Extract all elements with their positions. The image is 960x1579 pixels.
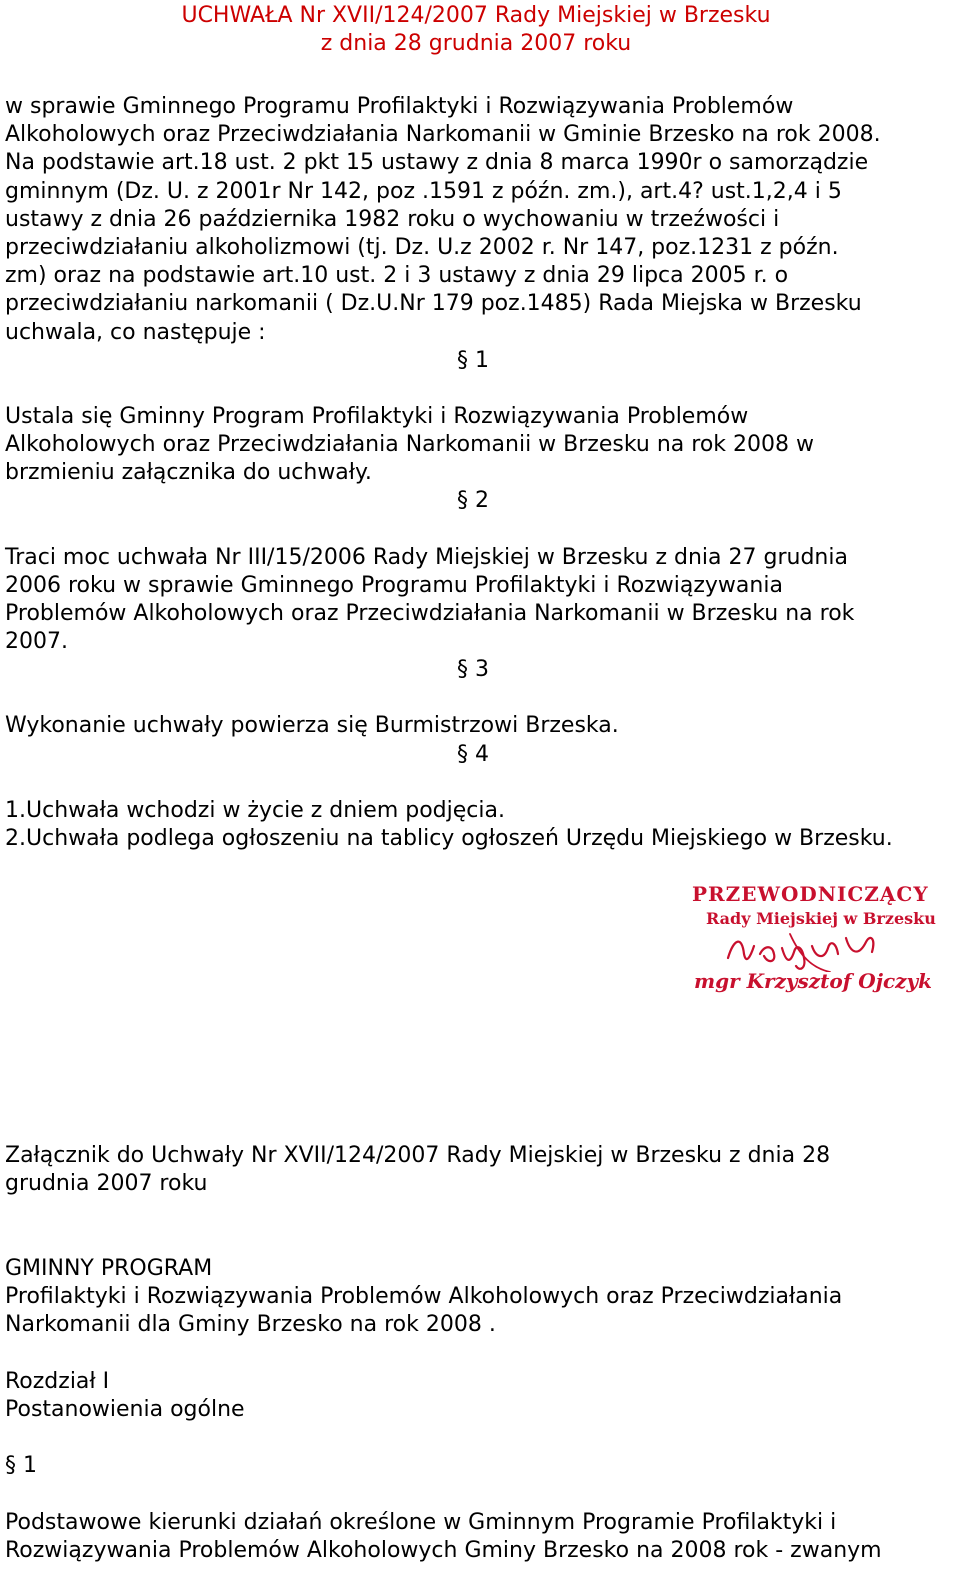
preamble-line: gminnym (Dz. U. z 2001r Nr 142, poz .1591 z późn. zm.), art.4? ust.1,2,4 i 5 [5, 179, 842, 204]
section-line: 2006 roku w sprawie Gminnego Programu Profilaktyki i Rozwiązywania [5, 573, 783, 598]
document-title: UCHWAŁA Nr XVII/124/2007 Rady Miejskiej w Brzesku [181, 3, 771, 28]
preamble-line: w sprawie Gminnego Programu Profilaktyki i Rozwiązywania Problemów [5, 94, 794, 119]
section-mark: § 1 [5, 1453, 37, 1478]
stamp-subtitle: Rady Miejskiej w Brzesku [706, 909, 936, 928]
section-mark: § 3 [457, 657, 489, 682]
preamble-line: uchwala, co następuje : [5, 320, 266, 345]
section-mark: § 2 [457, 488, 489, 513]
attachment-heading-line: Załącznik do Uchwały Nr XVII/124/2007 Rady Miejskiej w Brzesku z dnia 28 [5, 1143, 831, 1168]
section-line: 2007. [5, 629, 68, 654]
stamp-name: mgr Krzysztof Ojczyk [694, 969, 932, 993]
attachment-heading-line: grudnia 2007 roku [5, 1171, 208, 1196]
section-line: Traci moc uchwała Nr III/15/2006 Rady Miejskiej w Brzesku z dnia 27 grudnia [5, 545, 848, 570]
preamble-line: Na podstawie art.18 ust. 2 pkt 15 ustawy z dnia 8 marca 1990r o samorządzie [5, 150, 869, 175]
section-mark: § 1 [457, 348, 489, 373]
section-line: Ustala się Gminny Program Profilaktyki i Rozwiązywania Problemów [5, 404, 749, 429]
chapter-number: Rozdział I [5, 1369, 110, 1394]
preamble-line: Alkoholowych oraz Przeciwdziałania Narkomanii w Gminie Brzesko na rok 2008. [5, 122, 881, 147]
chairman-stamp [690, 880, 950, 1000]
section-line: 2.Uchwała podlega ogłoszeniu na tablicy ogłoszeń Urzędu Miejskiego w Brzesku. [5, 826, 893, 851]
preamble-line: zm) oraz na podstawie art.10 ust. 2 i 3 ustawy z dnia 29 lipca 2005 r. o [5, 263, 789, 288]
preamble-line: przeciwdziałaniu alkoholizmowi (tj. Dz. U.z 2002 r. Nr 147, poz.1231 z późn. [5, 235, 839, 260]
handwritten-signature [720, 928, 910, 972]
chapter-title: Postanowienia ogólne [5, 1397, 245, 1422]
section-line: 1.Uchwała wchodzi w życie z dniem podjęcia. [5, 798, 505, 823]
document-date: z dnia 28 grudnia 2007 roku [320, 31, 632, 56]
program-title-line: GMINNY PROGRAM [5, 1256, 213, 1281]
section-line: Rozwiązywania Problemów Alkoholowych Gminy Brzesko na 2008 rok - zwanym [5, 1538, 882, 1563]
preamble-line: ustawy z dnia 26 października 1982 roku o wychowaniu w trzeźwości i [5, 207, 780, 232]
program-title-line: Narkomanii dla Gminy Brzesko na rok 2008 . [5, 1312, 496, 1337]
section-line: Problemów Alkoholowych oraz Przeciwdziałania Narkomanii w Brzesku na rok [5, 601, 855, 626]
section-mark: § 4 [457, 742, 489, 767]
section-line: Podstawowe kierunki działań określone w Gminnym Programie Profilaktyki i [5, 1510, 837, 1535]
program-title-line: Profilaktyki i Rozwiązywania Problemów Alkoholowych oraz Przeciwdziałania [5, 1284, 843, 1309]
stamp-title: PRZEWODNICZĄCY [692, 882, 929, 906]
section-line: Wykonanie uchwały powierza się Burmistrzowi Brzeska. [5, 713, 619, 738]
section-line: brzmieniu załącznika do uchwały. [5, 460, 372, 485]
preamble-line: przeciwdziałaniu narkomanii ( Dz.U.Nr 179 poz.1485) Rada Miejska w Brzesku [5, 291, 862, 316]
section-line: Alkoholowych oraz Przeciwdziałania Narkomanii w Brzesku na rok 2008 w [5, 432, 814, 457]
